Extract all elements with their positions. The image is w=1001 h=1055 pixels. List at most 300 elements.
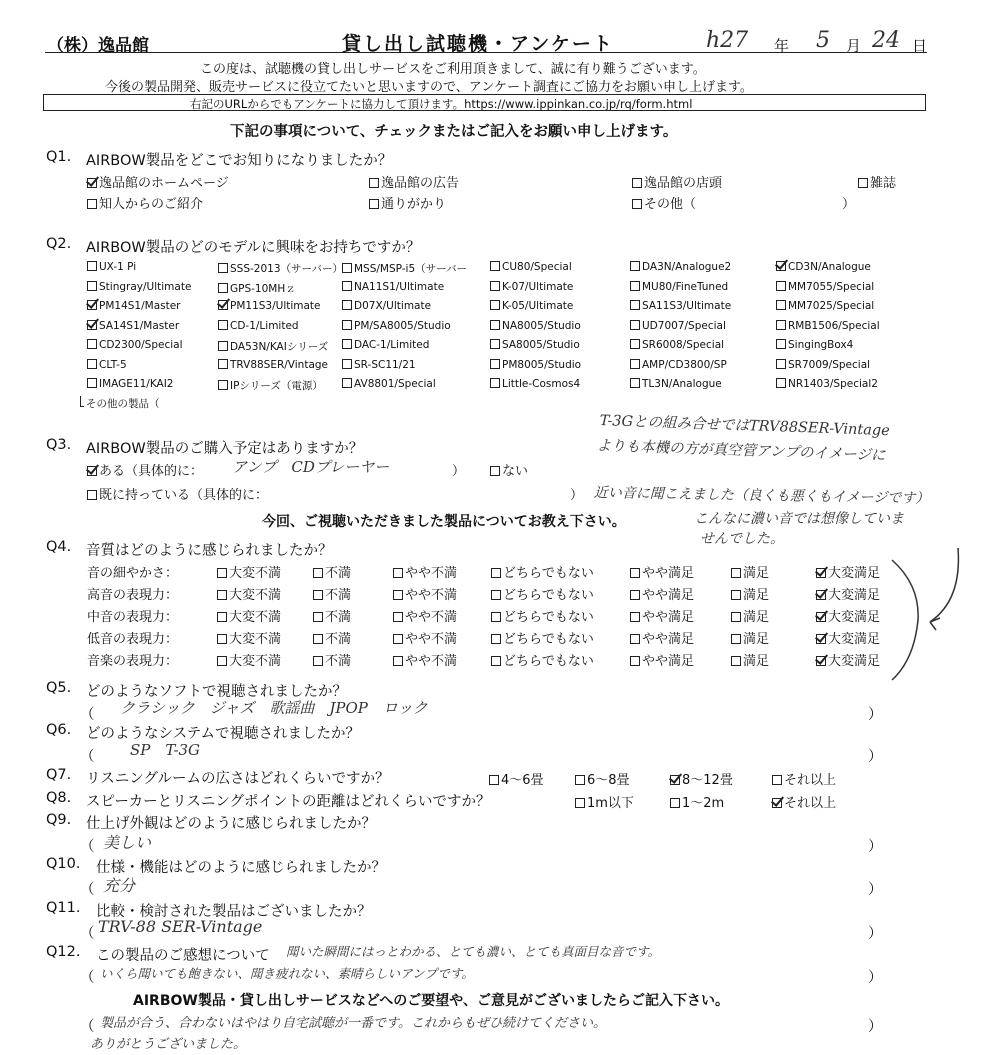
q2-model-label: NA11S1/Ultimate xyxy=(354,280,445,293)
q2-model-option[interactable] xyxy=(218,281,296,296)
checkbox[interactable] xyxy=(393,634,403,644)
q2-model-option[interactable] xyxy=(218,320,299,332)
checkbox[interactable] xyxy=(630,634,640,644)
q4-rating-label: 不満 xyxy=(325,610,352,625)
q4-rating-option[interactable] xyxy=(731,628,769,647)
checkbox[interactable] xyxy=(490,300,500,310)
q4-rating-label: やや満足 xyxy=(642,588,695,603)
request-answer-line-2: ありがとうございました。 xyxy=(90,1037,247,1052)
checkbox[interactable] xyxy=(776,300,786,310)
q1-text: AIRBOW製品をどこでお知りになりましたか？ xyxy=(86,153,393,169)
q8-option-1-2m[interactable]: 1～2m xyxy=(670,792,724,811)
q11-open: （ xyxy=(80,926,95,942)
checkbox[interactable] xyxy=(816,634,826,644)
q3-option-have[interactable]: 既に持っている（具体的に： xyxy=(87,484,268,503)
checkbox[interactable] xyxy=(776,261,786,271)
checkbox[interactable] xyxy=(313,634,323,644)
note-line-3: 近い音に聞こえました（良くも悪くもイメージです） xyxy=(593,484,930,507)
q1-option-store[interactable]: 逸品館の店頭 xyxy=(632,172,722,191)
q4-rating-label: どちらでもない xyxy=(503,632,594,647)
q11-answer: TRV-88 SER-Vintage xyxy=(98,917,263,936)
q1-option-magazine[interactable]: 雑誌 xyxy=(858,172,896,191)
checkbox[interactable] xyxy=(630,339,640,349)
checkbox[interactable] xyxy=(670,775,680,785)
checkbox[interactable] xyxy=(816,656,826,666)
checkbox[interactable] xyxy=(313,590,323,600)
q2-model-label: UD7007/Special xyxy=(642,319,726,332)
q4-rating-option[interactable] xyxy=(816,650,880,669)
checkbox[interactable] xyxy=(313,612,323,622)
checkbox[interactable] xyxy=(776,339,786,349)
q2-model-label: Little-Cosmos4 xyxy=(502,378,581,390)
checkbox[interactable] xyxy=(630,359,640,369)
checkbox[interactable] xyxy=(87,320,97,330)
header-rule xyxy=(45,52,927,53)
q2-model-option[interactable] xyxy=(630,300,731,312)
q4-rating-option[interactable] xyxy=(313,628,351,647)
q4-rating-label: 不満 xyxy=(325,632,352,647)
checkbox[interactable] xyxy=(630,261,640,271)
q4-rating-option[interactable] xyxy=(630,584,694,603)
checkbox[interactable] xyxy=(369,178,379,188)
q4-rating-label: やや不満 xyxy=(405,632,458,647)
checkbox[interactable] xyxy=(491,656,501,666)
checkbox[interactable] xyxy=(87,281,97,291)
checkbox[interactable] xyxy=(575,798,585,808)
q2-label: Q2. xyxy=(46,236,72,252)
q4-rating-label: どちらでもない xyxy=(503,654,594,669)
q2-model-option[interactable] xyxy=(87,320,179,332)
q2-model-label: K-07/Ultimate xyxy=(502,280,574,293)
q2-model-option[interactable] xyxy=(87,281,191,293)
q4-rating-label: やや満足 xyxy=(642,610,695,625)
q4-rating-label: 大変満足 xyxy=(828,632,881,647)
q4-rating-label: 満足 xyxy=(743,632,770,647)
q11-text: 比較・検討された製品はございましたか？ xyxy=(96,904,372,920)
q4-text: 音質はどのように感じられましたか？ xyxy=(86,543,333,559)
q2-model-label: SR-SC11/21 xyxy=(354,358,416,371)
q2-model-option[interactable] xyxy=(630,281,728,293)
checkbox[interactable] xyxy=(342,359,352,369)
q4-row-label: 音の細やかさ： xyxy=(87,566,179,581)
checkbox[interactable] xyxy=(369,199,379,209)
q5-label: Q5. xyxy=(46,680,72,696)
q2-model-option[interactable] xyxy=(342,300,431,312)
q2-model-label: IMAGE11/KAI2 xyxy=(99,378,174,390)
checkbox[interactable] xyxy=(772,798,782,808)
q2-model-label: AV8801/Special xyxy=(354,378,436,390)
checkbox[interactable] xyxy=(87,300,97,310)
q2-model-option[interactable] xyxy=(218,261,343,276)
checkbox[interactable] xyxy=(218,263,228,273)
q1-option-homepage[interactable]: 逸品館のホームページ xyxy=(87,172,229,191)
q2-model-option[interactable] xyxy=(776,300,874,312)
q4-rating-label: どちらでもない xyxy=(503,566,594,581)
company-name: （株）逸品館 xyxy=(47,36,149,55)
checkbox[interactable] xyxy=(393,568,403,578)
q2-model-option[interactable] xyxy=(87,300,181,312)
instruction: 下記の事項について、チェックまたはご記入をお願い申し上げます。 xyxy=(230,124,678,140)
checkbox[interactable] xyxy=(218,380,228,390)
q4-rating-label: どちらでもない xyxy=(503,610,594,625)
q4-rating-label: 満足 xyxy=(743,566,770,581)
q2-model-option[interactable] xyxy=(490,281,573,293)
q3-text: AIRBOW製品のご購入予定はありますか？ xyxy=(86,441,364,457)
q11-label: Q11. xyxy=(46,900,81,916)
q4-rating-option[interactable] xyxy=(491,584,594,603)
q2-model-option[interactable] xyxy=(776,261,871,273)
q10-open: （ xyxy=(80,882,95,898)
q7-option-6-8[interactable]: 6～8畳 xyxy=(575,769,630,788)
checkbox[interactable] xyxy=(342,378,352,388)
date-year: h27 xyxy=(706,28,749,53)
checkbox[interactable] xyxy=(776,359,786,369)
q1-label: Q1. xyxy=(46,149,72,165)
q2-model-label: PM11S3/Ultimate xyxy=(230,300,321,312)
q6-label: Q6. xyxy=(46,722,72,738)
q4-rating-label: やや不満 xyxy=(405,588,458,603)
q4-row-label: 高音の表現力： xyxy=(87,588,179,603)
q9-open: （ xyxy=(80,839,95,855)
checkbox[interactable] xyxy=(776,281,786,291)
q2-model-option[interactable] xyxy=(342,359,416,371)
month-label: 月 xyxy=(846,37,862,55)
checkbox[interactable] xyxy=(575,775,585,785)
checkbox[interactable] xyxy=(217,590,227,600)
q7-option-8-12[interactable]: 8～12畳 xyxy=(670,769,733,788)
q3-option-no[interactable]: ない xyxy=(490,460,528,479)
checkbox[interactable] xyxy=(87,378,97,388)
q2-model-option[interactable] xyxy=(776,339,853,351)
q6-open: （ xyxy=(80,749,95,765)
checkbox[interactable] xyxy=(630,281,640,291)
q4-rating-label: やや不満 xyxy=(405,566,458,581)
checkbox[interactable] xyxy=(630,590,640,600)
q2-model-label: CD2300/Special xyxy=(99,339,183,351)
q2-model-label: MSS/MSP-i5（サーバー xyxy=(354,263,468,275)
checkbox[interactable] xyxy=(490,466,500,476)
q2-model-option[interactable] xyxy=(776,378,878,390)
q4-rating-option[interactable] xyxy=(393,650,457,669)
q2-model-option[interactable] xyxy=(342,261,467,276)
q2-model-label: IPシリーズ（電源） xyxy=(230,380,323,392)
checkbox[interactable] xyxy=(731,612,741,622)
q4-rating-label: 大変不満 xyxy=(229,566,282,581)
q4-rating-option[interactable] xyxy=(393,606,457,625)
q2-model-option[interactable] xyxy=(342,378,436,390)
q2-model-option[interactable] xyxy=(630,261,731,273)
q3-yes-close: ） xyxy=(452,464,466,479)
q4-rating-option[interactable] xyxy=(313,606,351,625)
q1-option-ad[interactable]: 逸品館の広告 xyxy=(369,172,459,191)
q3-option-yes[interactable]: ある（具体的に： xyxy=(87,460,203,479)
q4-rating-option[interactable] xyxy=(491,628,594,647)
date-month: 5 xyxy=(816,28,830,53)
checkbox[interactable] xyxy=(217,568,227,578)
q4-rating-option[interactable] xyxy=(630,628,694,647)
checkbox[interactable] xyxy=(393,612,403,622)
q4-rating-option[interactable] xyxy=(313,650,351,669)
checkbox[interactable] xyxy=(630,378,640,388)
q1-option-passing[interactable]: 通りがかり xyxy=(369,193,446,212)
q2-model-label: SA11S3/Ultimate xyxy=(642,300,732,312)
q2-model-option[interactable] xyxy=(218,359,328,371)
request-close: ） xyxy=(868,1019,883,1035)
checkbox[interactable] xyxy=(858,178,868,188)
q2-model-label: DA3N/Analogue2 xyxy=(642,261,732,273)
checkbox[interactable] xyxy=(816,612,826,622)
q4-rating-label: 大変不満 xyxy=(229,654,282,669)
day-label: 日 xyxy=(912,37,928,55)
q4-rating-label: 不満 xyxy=(325,654,352,669)
checkbox[interactable] xyxy=(632,178,642,188)
q2-model-option[interactable] xyxy=(776,320,880,332)
q4-rating-option[interactable] xyxy=(217,562,281,581)
q4-rating-option[interactable] xyxy=(630,562,694,581)
q4-rating-option[interactable] xyxy=(731,562,769,581)
checkbox[interactable] xyxy=(670,798,680,808)
q10-close: ） xyxy=(868,882,883,898)
q7-option-4-6[interactable]: 4～6畳 xyxy=(489,769,544,788)
q2-model-label: TL3N/Analogue xyxy=(642,378,722,390)
q2-model-option[interactable] xyxy=(630,359,727,371)
q2-model-option[interactable] xyxy=(87,378,173,390)
checkbox[interactable] xyxy=(87,178,97,188)
q12-label: Q12. xyxy=(46,944,81,960)
q4-rating-label: 大変満足 xyxy=(828,566,881,581)
checkbox[interactable] xyxy=(490,261,500,271)
checkbox[interactable] xyxy=(630,612,640,622)
q1-other-close: ） xyxy=(842,197,856,212)
q2-model-option[interactable] xyxy=(218,339,328,354)
checkbox[interactable] xyxy=(490,281,500,291)
checkbox[interactable] xyxy=(218,283,228,293)
q2-model-option[interactable] xyxy=(342,320,451,332)
q4-rating-label: 不満 xyxy=(325,588,352,603)
checkbox[interactable] xyxy=(630,300,640,310)
checkbox[interactable] xyxy=(731,634,741,644)
year-label: 年 xyxy=(774,37,790,55)
intro-line-1: この度は、試聴機の貸し出しサービスをご利用頂きまして、誠に有り難うございます。 xyxy=(200,62,706,77)
q4-rating-option[interactable] xyxy=(313,584,351,603)
checkbox[interactable] xyxy=(87,199,97,209)
checkbox[interactable] xyxy=(87,466,97,476)
q4-rating-label: やや不満 xyxy=(405,610,458,625)
q4-rating-label: 満足 xyxy=(743,588,770,603)
checkbox[interactable] xyxy=(731,568,741,578)
checkbox[interactable] xyxy=(491,568,501,578)
q2-model-option[interactable] xyxy=(490,300,573,312)
q2-model-option[interactable] xyxy=(87,261,136,273)
q4-rating-option[interactable] xyxy=(491,650,594,669)
checkbox[interactable] xyxy=(731,590,741,600)
checkbox[interactable] xyxy=(218,300,228,310)
checkbox[interactable] xyxy=(217,634,227,644)
intro-line-2: 今後の製品開発、販売サービスに役立てたいと思いますので、アンケート調査にご協力をお願い申し上げます。 xyxy=(105,80,753,95)
q2-model-label: D07X/Ultimate xyxy=(354,300,432,312)
q7-option-more[interactable]: それ以上 xyxy=(772,769,836,788)
q1-option-other[interactable]: その他（ xyxy=(632,193,696,212)
q5-close: ） xyxy=(868,707,883,723)
checkbox[interactable] xyxy=(393,656,403,666)
q2-model-label: NA8005/Studio xyxy=(502,319,581,332)
q4-rating-option[interactable] xyxy=(393,584,457,603)
checkbox[interactable] xyxy=(218,320,228,330)
q2-model-label: MU80/FineTuned xyxy=(642,280,729,293)
checkbox[interactable] xyxy=(342,263,352,273)
q8-option-more[interactable]: それ以上 xyxy=(772,792,836,811)
q11-close: ） xyxy=(868,926,883,942)
url-note: 右記のURLからでもアンケートに協力して頂けます。https://www.ippinkan.co.jp/rq/form.html xyxy=(190,97,693,111)
checkbox[interactable] xyxy=(217,612,227,622)
checkbox[interactable] xyxy=(217,656,227,666)
q2-model-option[interactable] xyxy=(218,300,321,312)
checkbox[interactable] xyxy=(776,378,786,388)
checkbox[interactable] xyxy=(313,656,323,666)
q2-model-label: PM14S1/Master xyxy=(99,300,181,312)
q4-rating-option[interactable] xyxy=(731,650,769,669)
q3-label: Q3. xyxy=(46,437,72,453)
q4-rating-option[interactable] xyxy=(393,562,457,581)
checkbox[interactable] xyxy=(491,612,501,622)
checkbox[interactable] xyxy=(816,568,826,578)
q2-model-option[interactable] xyxy=(630,320,726,332)
checkbox-edge xyxy=(80,396,84,407)
q1-option-referral[interactable]: 知人からのご紹介 xyxy=(87,193,203,212)
checkbox[interactable] xyxy=(342,281,352,291)
checkbox[interactable] xyxy=(87,339,97,349)
checkbox[interactable] xyxy=(342,320,352,330)
q4-row-label: 低音の表現力： xyxy=(87,632,179,647)
date-day: 24 xyxy=(872,28,900,53)
checkbox[interactable] xyxy=(490,359,500,369)
q4-rating-label: 大変満足 xyxy=(828,588,881,603)
checkbox[interactable] xyxy=(342,300,352,310)
q2-model-option[interactable] xyxy=(490,261,572,273)
q2-model-label: NR1403/Special2 xyxy=(788,378,878,390)
q4-rating-option[interactable] xyxy=(393,628,457,647)
q4-rating-option[interactable] xyxy=(816,562,880,581)
q4-rating-option[interactable] xyxy=(491,606,594,625)
q4-rating-label: やや満足 xyxy=(642,654,695,669)
checkbox[interactable] xyxy=(490,320,500,330)
q2-model-option[interactable] xyxy=(342,339,429,351)
q4-rating-option[interactable] xyxy=(217,606,281,625)
q4-rating-option[interactable] xyxy=(816,606,880,625)
q4-rating-option[interactable] xyxy=(816,584,880,603)
q2-model-label: RMB1506/Special xyxy=(788,319,880,332)
section-title: 今回、ご視聴いただきました製品についてお教え下さい。 xyxy=(262,514,626,530)
q10-label: Q10. xyxy=(46,856,81,872)
q4-row-label: 中音の表現力： xyxy=(87,610,179,625)
q4-rating-option[interactable] xyxy=(217,650,281,669)
q2-model-label: CD-1/Limited xyxy=(230,319,299,332)
checkbox[interactable] xyxy=(491,634,501,644)
q2-model-option[interactable] xyxy=(342,281,444,293)
q2-model-option[interactable] xyxy=(490,339,580,351)
q2-model-option[interactable] xyxy=(776,359,870,371)
q4-rating-option[interactable] xyxy=(313,562,351,581)
q4-rating-label: やや不満 xyxy=(405,654,458,669)
checkbox[interactable] xyxy=(772,775,782,785)
q4-rating-label: 大変満足 xyxy=(828,610,881,625)
checkbox[interactable] xyxy=(816,590,826,600)
q4-rating-option[interactable] xyxy=(731,606,769,625)
checkbox[interactable] xyxy=(342,339,352,349)
checkbox[interactable] xyxy=(490,378,500,388)
q2-model-option[interactable] xyxy=(630,378,722,390)
q8-option-1m[interactable]: 1m以下 xyxy=(575,792,634,811)
q4-rating-option[interactable] xyxy=(630,606,694,625)
q2-model-label: SR6008/Special xyxy=(642,339,725,351)
checkbox[interactable] xyxy=(218,359,228,369)
checkbox[interactable] xyxy=(313,568,323,578)
checkbox[interactable] xyxy=(489,775,499,785)
checkbox[interactable] xyxy=(393,590,403,600)
q9-text: 仕上げ外観はどのように感じられましたか？ xyxy=(86,816,376,832)
q2-model-label: CD3N/Analogue xyxy=(788,261,871,273)
checkbox[interactable] xyxy=(731,656,741,666)
q12-answer-line-2: いくら聞いても飽きない、聞き疲れない、素晴らしいアンプです。 xyxy=(100,966,474,981)
q2-model-label: GPS-10MHｚ xyxy=(230,282,296,295)
q2-model-option[interactable] xyxy=(776,281,874,293)
q4-rating-option[interactable] xyxy=(217,628,281,647)
q2-model-label: SR7009/Special xyxy=(788,358,871,371)
checkbox[interactable] xyxy=(632,199,642,209)
q4-row-label: 音楽の表現力： xyxy=(87,654,179,669)
checkbox[interactable] xyxy=(491,590,501,600)
q2-model-option[interactable] xyxy=(87,339,183,351)
checkbox[interactable] xyxy=(776,320,786,330)
q2-model-label: DA53N/KAIシリーズ xyxy=(230,341,329,353)
q4-rating-option[interactable] xyxy=(491,562,594,581)
q2-other-products[interactable]: その他の製品（ xyxy=(80,396,160,411)
q2-model-option[interactable] xyxy=(490,378,580,390)
q4-rating-option[interactable] xyxy=(816,628,880,647)
q6-answer: SP T-3G xyxy=(130,741,201,759)
q6-text: どのようなシステムで視聴されましたか？ xyxy=(86,726,361,742)
checkbox[interactable] xyxy=(87,490,97,500)
checkbox[interactable] xyxy=(87,261,97,271)
form-title: 貸し出し試聴機・アンケート xyxy=(342,33,614,55)
q2-model-option[interactable] xyxy=(630,339,724,351)
checkbox[interactable] xyxy=(490,339,500,349)
q4-rating-label: 満足 xyxy=(743,610,770,625)
q2-model-option[interactable] xyxy=(218,378,323,393)
checkbox[interactable] xyxy=(87,359,97,369)
q2-model-option[interactable] xyxy=(87,359,127,371)
q12-open: （ xyxy=(80,970,95,986)
q2-model-label: AMP/CD3800/SP xyxy=(642,358,727,371)
checkbox[interactable] xyxy=(630,320,640,330)
q6-close: ） xyxy=(868,749,883,765)
q9-answer: 美しい xyxy=(103,833,152,852)
q8-label: Q8. xyxy=(46,790,72,806)
checkbox[interactable] xyxy=(218,341,228,351)
q4-rating-label: どちらでもない xyxy=(503,588,594,603)
checkbox[interactable] xyxy=(630,568,640,578)
checkbox[interactable] xyxy=(630,656,640,666)
q2-model-label: PM/SA8005/Studio xyxy=(354,319,451,332)
q10-text: 仕様・機能はどのように感じられましたか？ xyxy=(96,860,386,876)
q2-model-label: DAC-1/Limited xyxy=(354,339,430,351)
q4-rating-option[interactable] xyxy=(217,584,281,603)
q2-model-option[interactable] xyxy=(490,359,581,371)
q2-model-option[interactable] xyxy=(490,320,581,332)
q8-text: スピーカーとリスニングポイントの距離はどれくらいですか？ xyxy=(86,794,491,810)
q4-rating-option[interactable] xyxy=(731,584,769,603)
q4-rating-option[interactable] xyxy=(630,650,694,669)
